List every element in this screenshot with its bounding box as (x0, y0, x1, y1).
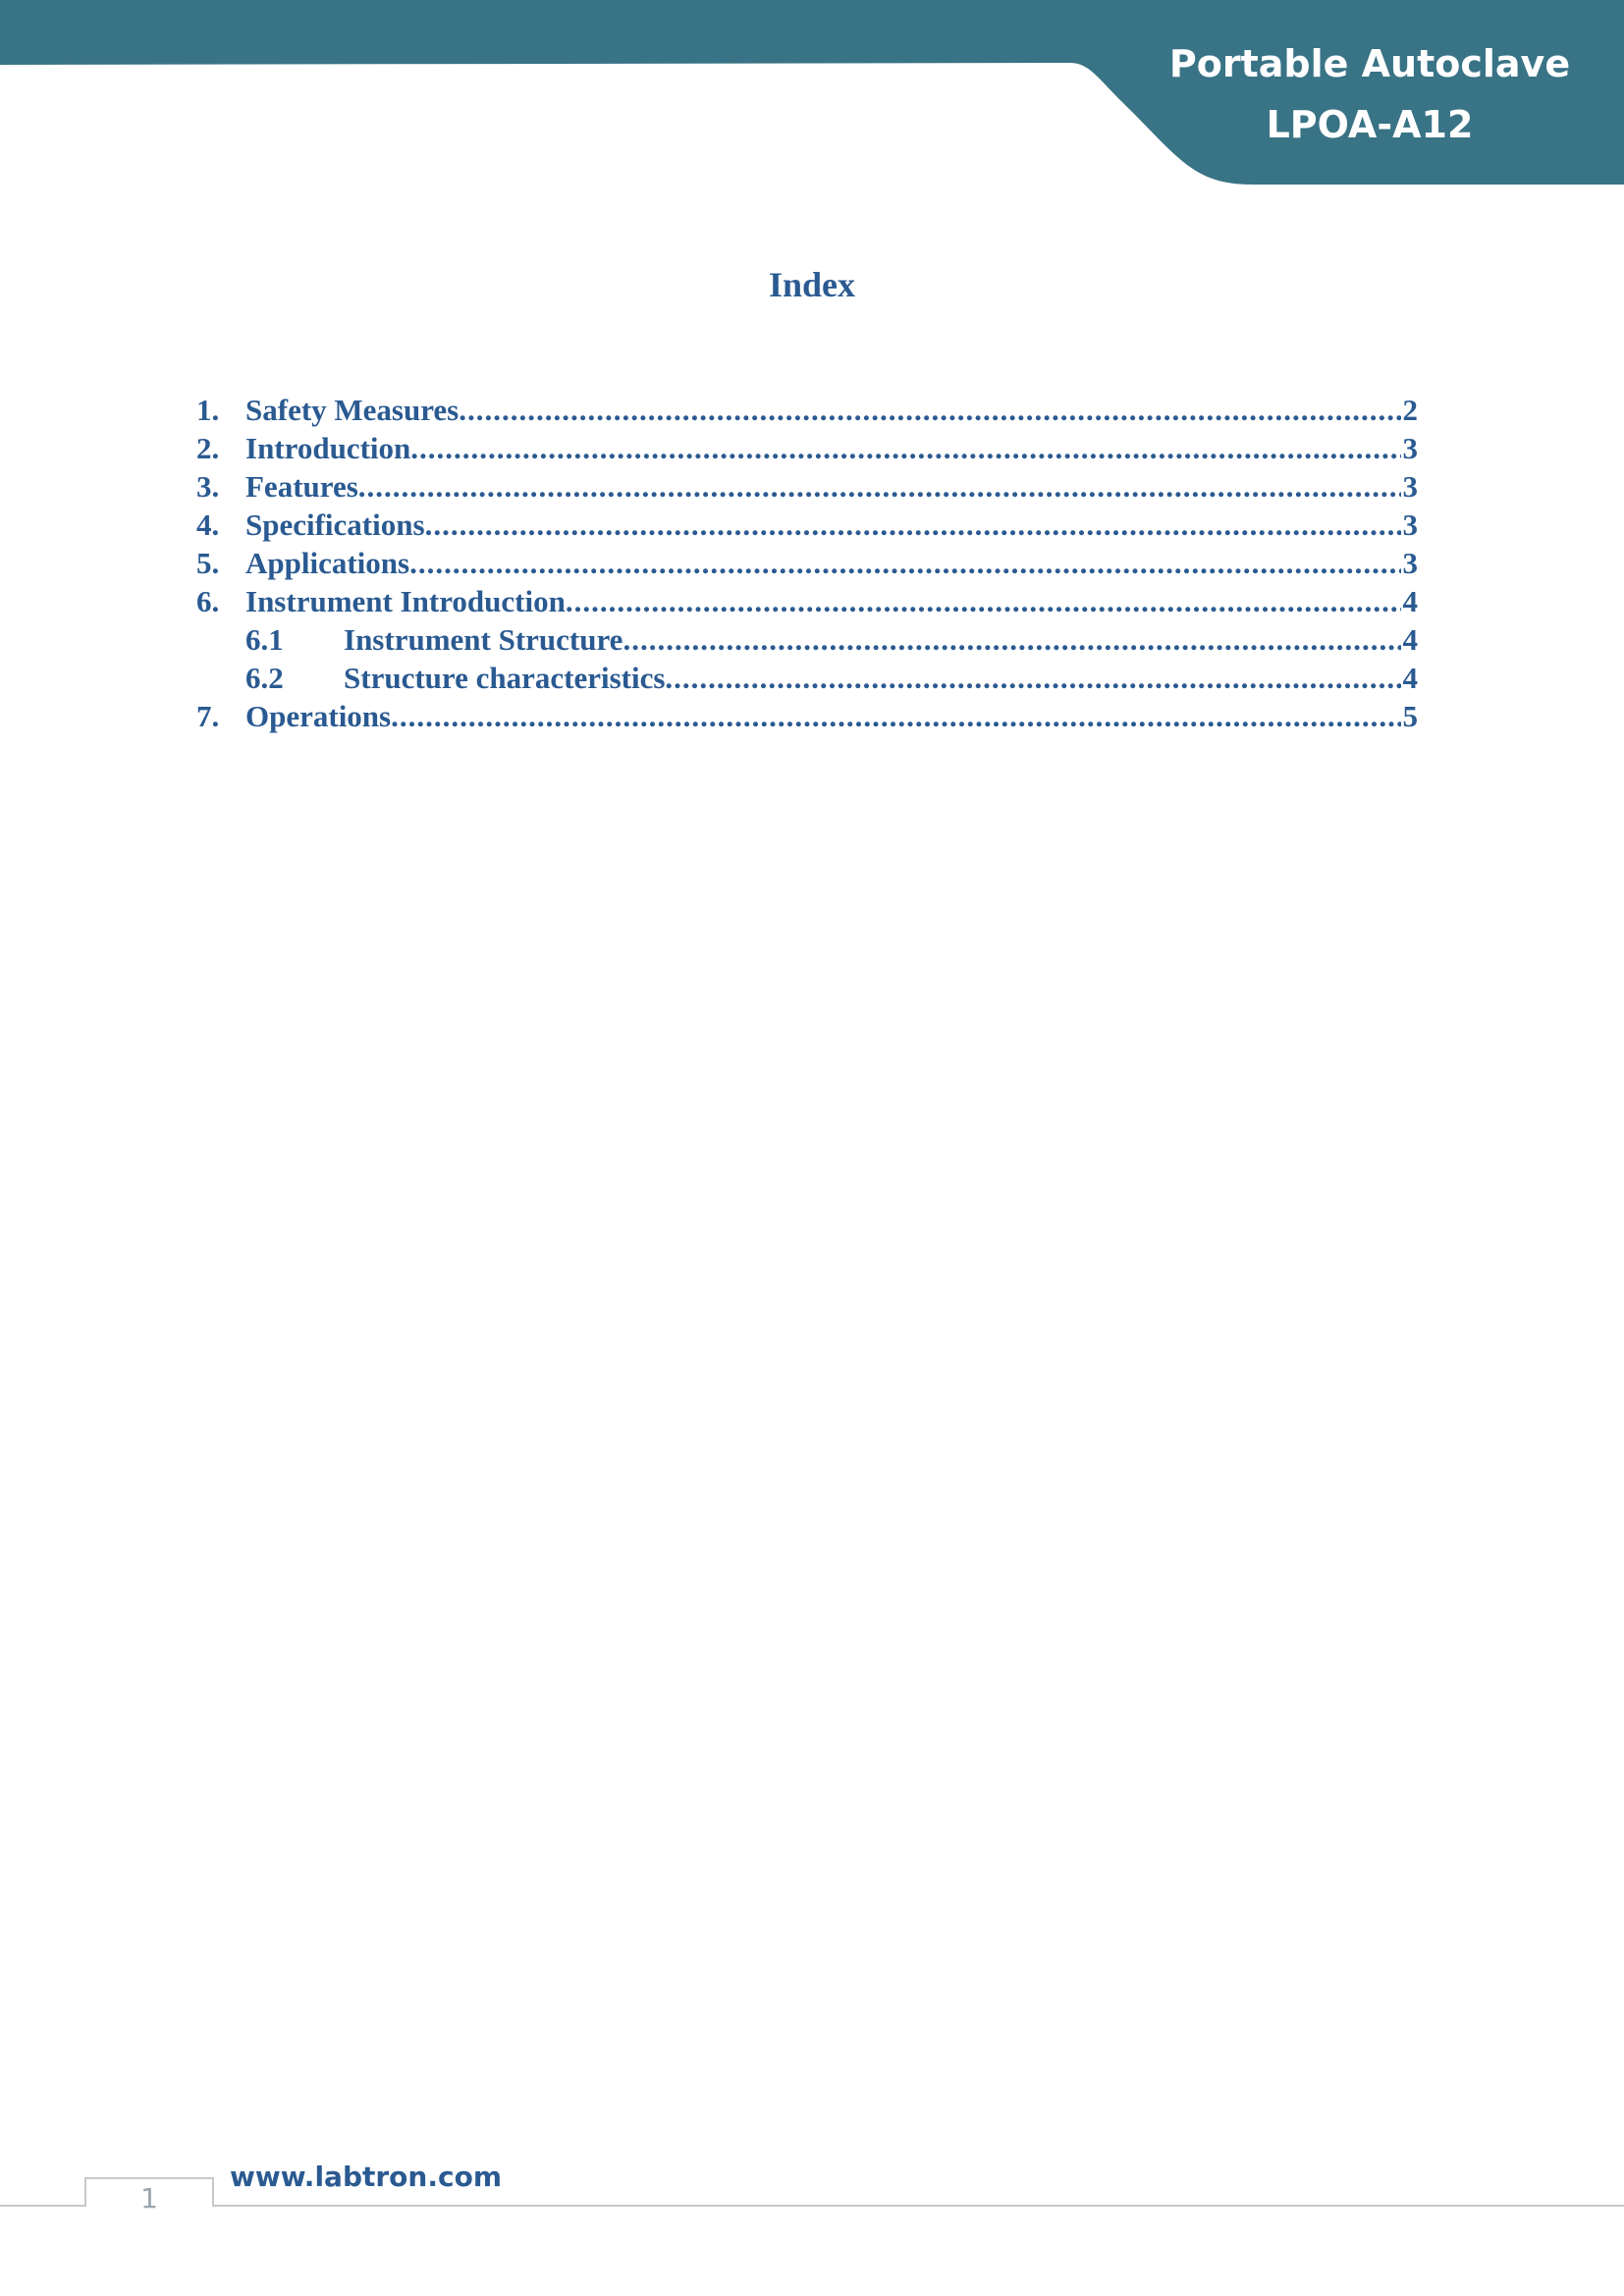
toc-dot-leader (623, 620, 1400, 659)
toc-entry-label: Specifications (245, 507, 425, 542)
toc-dot-leader (410, 429, 1400, 467)
toc-entry-label: Features (245, 469, 358, 504)
toc-entry-label: Safety Measures (245, 393, 460, 427)
toc-dot-leader (425, 506, 1401, 544)
toc-entry-page: 3 (1402, 507, 1418, 542)
toc-entry-page: 3 (1402, 469, 1418, 504)
toc-dot-leader (391, 697, 1400, 735)
header-band (0, 0, 1624, 187)
toc-entry-number: 6.1 (245, 622, 284, 657)
toc-entry-instrument-introduction[interactable] (196, 582, 1418, 620)
toc-entry-label: Applications (245, 546, 410, 580)
toc-entry-label: Introduction (245, 431, 411, 465)
toc-entry-instrument-structure[interactable] (196, 620, 1418, 659)
toc-dot-leader (459, 391, 1400, 429)
toc-entry-specifications[interactable] (196, 506, 1418, 544)
toc-entry-structure-characteristics[interactable] (196, 659, 1418, 697)
toc-dot-leader (409, 544, 1400, 582)
toc-entry-label: Instrument Structure (344, 622, 623, 657)
toc-entry-label: Instrument Introduction (245, 584, 566, 618)
toc-entry-number: 6. (196, 584, 220, 618)
toc-entry-number: 3. (196, 469, 220, 504)
toc-entry-number: 2. (196, 431, 220, 465)
toc-entry-number: 1. (196, 393, 220, 427)
toc-entry-label: Structure characteristics (344, 661, 666, 695)
footer-website-link[interactable]: www.labtron.com (230, 2161, 502, 2193)
toc-entry-applications[interactable] (196, 544, 1418, 582)
toc-dot-leader (566, 582, 1401, 620)
index-heading: Index (768, 265, 856, 304)
table-of-contents (196, 391, 1418, 735)
toc-entry-safety-measures[interactable] (196, 391, 1418, 429)
toc-entry-page: 4 (1402, 584, 1418, 618)
toc-entry-number: 6.2 (245, 661, 284, 695)
toc-entry-page: 4 (1402, 622, 1418, 657)
header-product-title: Portable Autoclave (1168, 42, 1571, 85)
toc-entry-page: 3 (1402, 546, 1418, 580)
toc-dot-leader (665, 659, 1400, 697)
footer-divider (0, 2205, 1624, 2207)
toc-entry-number: 5. (196, 546, 220, 580)
toc-entry-page: 5 (1402, 699, 1418, 733)
header-band-shape (0, 0, 1624, 187)
page-number: 1 (140, 2182, 158, 2215)
toc-entry-page: 2 (1402, 393, 1418, 427)
toc-entry-page: 4 (1402, 661, 1418, 695)
toc-entry-features[interactable] (196, 467, 1418, 506)
toc-entry-number: 4. (196, 507, 220, 542)
toc-entry-number: 7. (196, 699, 220, 733)
header-model-number: LPOA-A12 (1266, 103, 1474, 146)
toc-entry-label: Operations (245, 699, 392, 733)
toc-entry-introduction[interactable] (196, 429, 1418, 467)
toc-entry-page: 3 (1402, 431, 1418, 465)
toc-dot-leader (358, 467, 1401, 506)
toc-entry-operations[interactable] (196, 697, 1418, 735)
